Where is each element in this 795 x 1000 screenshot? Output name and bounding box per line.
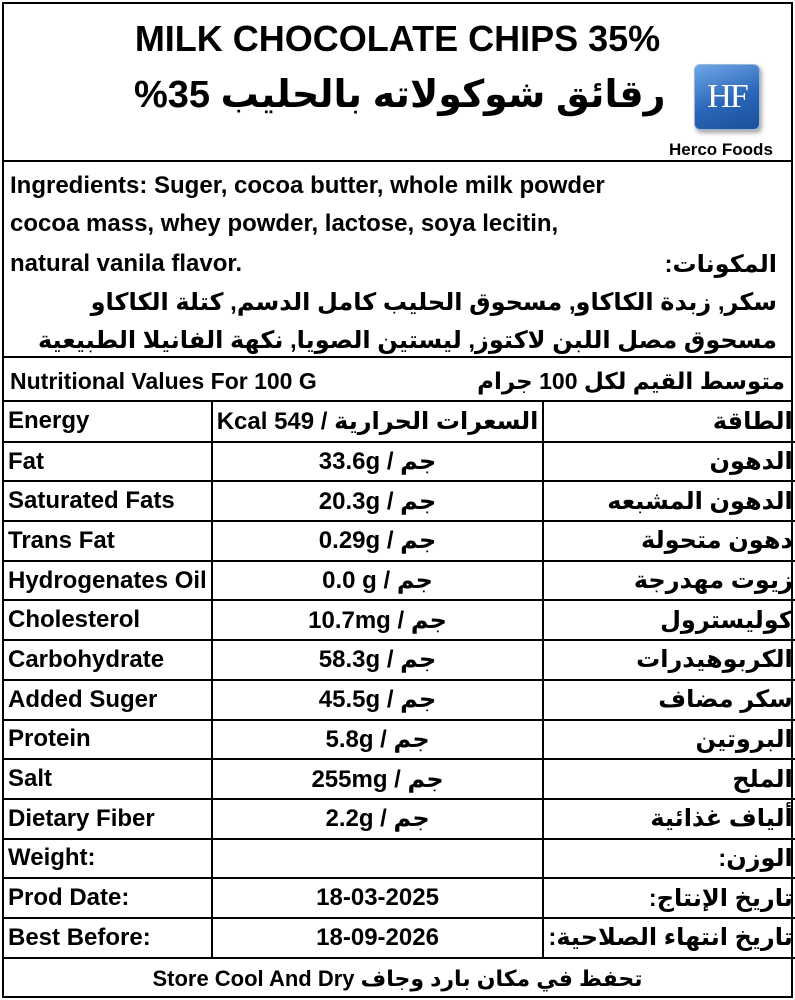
- nutrient-name-ar: الدهون: [543, 442, 795, 482]
- nutrient-name-ar: دهون متحولة: [543, 521, 795, 561]
- nutrient-name-ar: ألياف غذائية: [543, 799, 795, 839]
- nutrient-name-en: Cholesterol: [4, 600, 212, 640]
- nutrient-value: 5.8g / جم: [212, 720, 544, 760]
- nutrient-name-en: Carbohydrate: [4, 640, 212, 680]
- ingredients-section: [4, 162, 791, 358]
- ingredients-ar-line-1: سكر, زبدة الكاكاو, مسحوق الحليب كامل الدسم, كتلة الكاكاو: [90, 289, 777, 316]
- nutrient-value: 10.7mg / جم: [212, 600, 544, 640]
- nutrition-heading: [4, 358, 791, 402]
- nutrient-name-en: Trans Fat: [4, 521, 212, 561]
- nutrient-value: 33.6g / جم: [212, 442, 544, 482]
- nutrient-name-ar: الوزن:: [543, 839, 795, 879]
- nutrient-name-ar: الدهون المشبعه: [543, 481, 795, 521]
- nutrient-name-en: Saturated Fats: [4, 481, 212, 521]
- nutrient-value: Kcal 549 / السعرات الحرارية: [212, 402, 544, 442]
- nutrient-value: 45.5g / جم: [212, 680, 544, 720]
- ingredients-en-line-1: Ingredients: Suger, cocoa butter, whole milk powder: [10, 172, 605, 199]
- storage-note: Store Cool And Dry تحفظ في مكان بارد وجاف: [152, 966, 643, 991]
- table-row: [4, 878, 795, 918]
- nutrition-table: [4, 402, 795, 959]
- herco-foods-logo-icon: [694, 64, 760, 130]
- nutrition-heading-ar: متوسط القيم لكل 100 جرام: [477, 368, 785, 394]
- table-row: [4, 521, 795, 561]
- nutrient-name-ar: الطاقة: [543, 402, 795, 442]
- ingredients-ar-line-2: مسحوق مصل اللبن لاكتوز, ليستين الصويا, نكهة الفانيلا الطبيعية: [37, 327, 777, 354]
- product-label: [2, 2, 793, 998]
- table-row: [4, 442, 795, 482]
- nutrient-name-ar: زيوت مهدرجة: [543, 561, 795, 601]
- nutrient-name-en: Fat: [4, 442, 212, 482]
- table-row: [4, 561, 795, 601]
- nutrient-name-ar: البروتين: [543, 720, 795, 760]
- nutrient-value: 2.2g / جم: [212, 799, 544, 839]
- nutrient-name-en: Energy: [4, 402, 212, 442]
- nutrient-name-en: Dietary Fiber: [4, 799, 212, 839]
- nutrient-name-ar: الملح: [543, 759, 795, 799]
- ingredients-en-line-3: natural vanila flavor.: [10, 250, 243, 277]
- nutrient-name-en: Prod Date:: [4, 878, 212, 918]
- label-header: [4, 4, 791, 162]
- table-row: [4, 799, 795, 839]
- table-row: [4, 402, 795, 442]
- nutrient-name-en: Best Before:: [4, 918, 212, 958]
- nutrient-value: 0.0 g / جم: [212, 561, 544, 601]
- nutrient-name-en: Salt: [4, 759, 212, 799]
- table-row: [4, 759, 795, 799]
- nutrient-value: 18-09-2026: [212, 918, 544, 958]
- nutrient-name-ar: كوليسترول: [543, 600, 795, 640]
- nutrient-name-en: Added Suger: [4, 680, 212, 720]
- product-title-en: MILK CHOCOLATE CHIPS 35%: [134, 18, 661, 59]
- nutrient-value: 18-03-2025: [212, 878, 544, 918]
- logo-letters: HF: [707, 78, 747, 115]
- nutrient-name-en: Hydrogenates Oil: [4, 561, 212, 601]
- nutrient-value: 58.3g / جم: [212, 640, 544, 680]
- nutrition-heading-en: Nutritional Values For 100 G: [10, 368, 317, 394]
- nutrient-value: 255mg / جم: [212, 759, 544, 799]
- table-row: [4, 720, 795, 760]
- nutrient-value: [212, 839, 544, 879]
- table-row: [4, 600, 795, 640]
- brand-name: Herco Foods: [669, 140, 773, 159]
- nutrient-name-ar: تاريخ انتهاء الصلاحية:: [543, 918, 795, 958]
- nutrient-value: 20.3g / جم: [212, 481, 544, 521]
- product-title-ar: رقائق شوكولاته بالحليب 35%: [134, 74, 666, 116]
- table-row: [4, 640, 795, 680]
- table-row: [4, 481, 795, 521]
- nutrient-name-ar: الكربوهيدرات: [543, 640, 795, 680]
- nutrient-name-ar: سكر مضاف: [543, 680, 795, 720]
- nutrient-name-en: Weight:: [4, 839, 212, 879]
- ingredients-en-line-2: cocoa mass, whey powder, lactose, soya lecitin,: [10, 210, 559, 237]
- nutrient-name-en: Protein: [4, 720, 212, 760]
- table-row: [4, 918, 795, 958]
- table-row: [4, 680, 795, 720]
- ingredients-ar-heading: المكونات:: [664, 251, 777, 278]
- nutrient-value: 0.29g / جم: [212, 521, 544, 561]
- table-row: [4, 839, 795, 879]
- nutrient-name-ar: تاريخ الإنتاج:: [543, 878, 795, 918]
